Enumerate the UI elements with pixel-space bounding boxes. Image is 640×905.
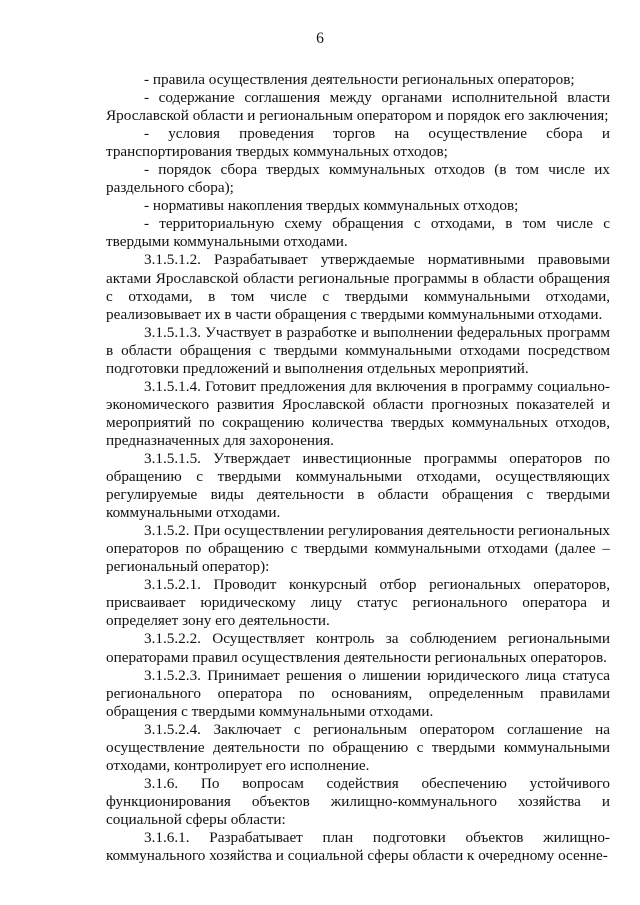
clause-3-1-5-1-3: 3.1.5.1.3. Участвует в разработке и выполнении федеральных программ в области обращения с твердыми коммунальными отходами посредством подготовки предложений и выполнения отдельных мероприятий. (106, 323, 610, 377)
list-item: - условия проведения торгов на осуществление сбора и транспортирования твердых коммунальных отходов; (106, 125, 610, 161)
list-item: - правила осуществления деятельности региональных операторов; (144, 71, 575, 88)
clause-3-1-5-1-2: 3.1.5.1.2. Разрабатывает утверждаемые нормативными правовыми актами Ярославской области региональные программы в области обращения с отходами, в том числе с твердыми коммунальными отходами, реализовывает их в части обращения с твердыми коммунальными отходами. (106, 251, 610, 323)
clause-3-1-5-1-5: 3.1.5.1.5. Утверждает инвестиционные программы операторов по обращению с твердыми коммунальными отходами, осуществляющих регулируемые виды деятельности в области обращения с твердыми коммунальными отходами. (106, 449, 610, 522)
clause-3-1-5-2-2: 3.1.5.2.2. Осуществляет контроль за соблюдением региональными операторами правил осуществления деятельности региональных операторов. (106, 630, 610, 666)
list-item: - нормативы накопления твердых коммунальных отходов; (144, 197, 519, 215)
clause-3-1-5-2-4: 3.1.5.2.4. Заключает с региональным оператором соглашение на осуществление деятельности по обращению с твердыми коммунальными отходами, контролирует его исполнение. (106, 720, 610, 774)
clause-3-1-6: 3.1.6. По вопросам содействия обеспечению устойчивого функционирования объектов жилищно-коммунального хозяйства и социальной сферы области: (106, 774, 610, 828)
page-number: 6 (316, 30, 324, 47)
document-body (106, 71, 610, 865)
clause-3-1-5-1-4: 3.1.5.1.4. Готовит предложения для включения в программу социально-экономического развития Ярославской области прогнозных показателей и мероприятий по сокращению количества твердых коммунальных отходов, предназначенных для захоронения. (106, 377, 610, 449)
list-item: - территориальную схему обращения с отходами, в том числе с твердыми коммунальными отходами. (106, 215, 610, 251)
clause-3-1-5-2: 3.1.5.2. При осуществлении регулирования деятельности региональных операторов по обращению с твердыми коммунальными отходами (далее – региональный оператор): (106, 522, 610, 576)
list-item: - порядок сбора твердых коммунальных отходов (в том числе их раздельного сбора); (106, 161, 610, 197)
clause-3-1-6-1: 3.1.6.1. Разрабатывает план подготовки объектов жилищно-коммунального хозяйства и социальной сферы области к очередному осенне- (106, 828, 610, 865)
clause-3-1-5-2-3: 3.1.5.2.3. Принимает решения о лишении юридического лица статуса регионального оператора по основаниям, определенным правилами обращения с твердыми коммунальными отходами. (106, 666, 610, 720)
clause-3-1-5-2-1: 3.1.5.2.1. Проводит конкурсный отбор региональных операторов, присваивает юридическому лицу статус регионального оператора и определяет зону его деятельности. (106, 576, 610, 630)
list-item: - содержание соглашения между органами исполнительной власти Ярославской области и региональным оператором и порядок его заключения; (106, 89, 610, 125)
